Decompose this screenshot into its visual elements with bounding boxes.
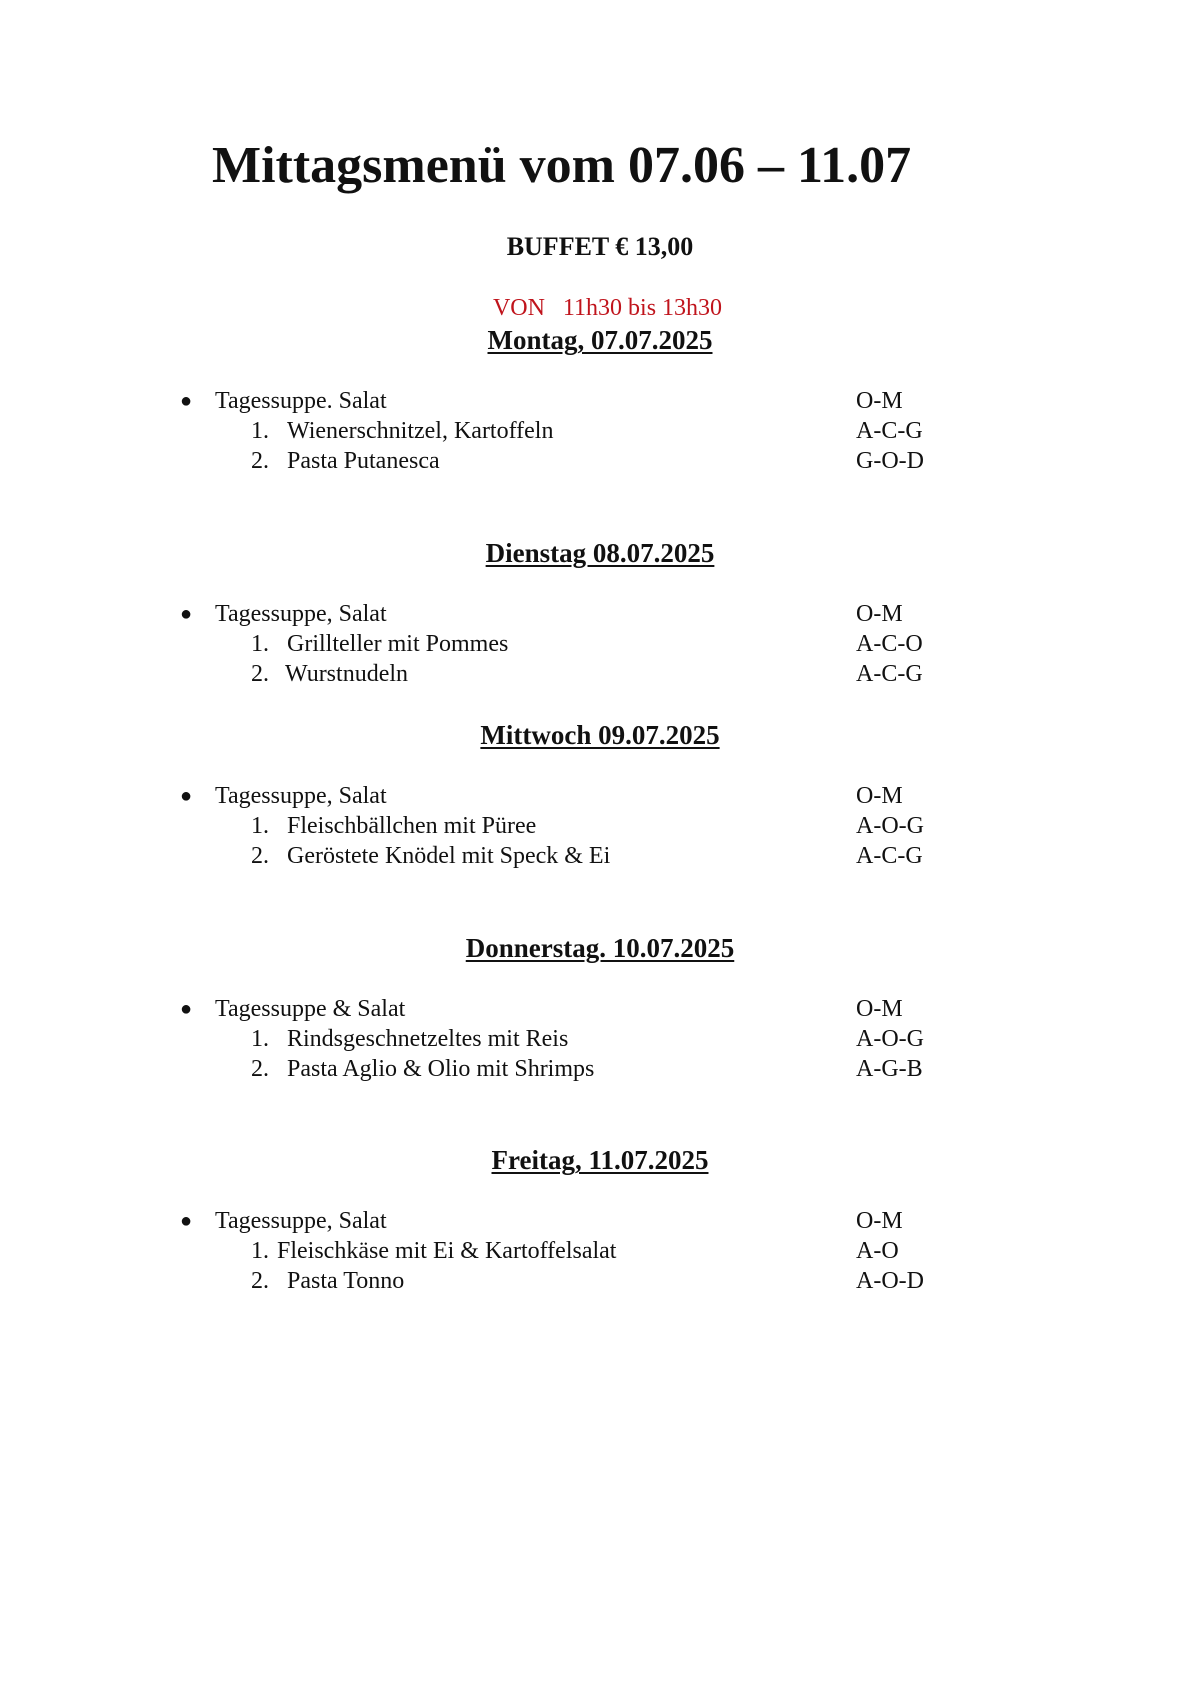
allergen-code: O-M [856, 1208, 903, 1234]
allergen-code: A-O [856, 1238, 899, 1264]
menu-item-label: Geröstete Knödel mit Speck & Ei [287, 843, 611, 869]
day-heading-donnerstag: Donnerstag. 10.07.2025 [465, 933, 735, 963]
allergen-code: A-C-G [856, 843, 923, 869]
menu-row-soup [0, 781, 1190, 811]
menu-item-label: Tagessuppe. Salat [215, 388, 387, 414]
allergen-code: O-M [856, 996, 903, 1022]
menu-item-number: 2. [251, 843, 269, 869]
day-heading-freitag: Freitag, 11.07.2025 [491, 1145, 709, 1175]
buffet-price: BUFFET € 13,00 [506, 232, 694, 261]
menu-row-soup [0, 386, 1190, 416]
menu-item-number: 1. [251, 813, 269, 839]
menu-item-number: 2. [251, 1056, 269, 1082]
bullet-icon: ● [180, 785, 193, 807]
menu-row-dish [0, 629, 1190, 659]
allergen-code: O-M [856, 601, 903, 627]
menu-row-dish [0, 1236, 1190, 1266]
allergen-code: A-O-G [856, 813, 924, 839]
opening-hours: VON 11h30 bis 13h30 [492, 295, 723, 321]
menu-item-label: Tagessuppe, Salat [215, 783, 387, 809]
allergen-code: O-M [856, 388, 903, 414]
menu-item-number: 2. [251, 448, 269, 474]
bullet-icon: ● [180, 998, 193, 1020]
menu-item-label: Fleischbällchen mit Püree [287, 813, 537, 839]
menu-row-dish [0, 1266, 1190, 1296]
allergen-code: A-C-G [856, 661, 923, 687]
bullet-icon: ● [180, 390, 193, 412]
menu-item-label: Wienerschnitzel, Kartoffeln [287, 418, 554, 444]
menu-row-dish [0, 659, 1190, 689]
menu-item-label: Tagessuppe, Salat [215, 1208, 387, 1234]
allergen-code: O-M [856, 783, 903, 809]
bullet-icon: ● [180, 1210, 193, 1232]
menu-item-number: 2. [251, 1268, 269, 1294]
menu-row-dish [0, 811, 1190, 841]
menu-row-dish [0, 841, 1190, 871]
allergen-code: A-O-D [856, 1268, 924, 1294]
menu-item-label: Tagessuppe, Salat [215, 601, 387, 627]
menu-item-label: Tagessuppe & Salat [215, 996, 406, 1022]
menu-item-label: Pasta Tonno [287, 1268, 405, 1294]
menu-row-dish [0, 1024, 1190, 1054]
day-heading-montag: Montag, 07.07.2025 [487, 325, 713, 355]
menu-item-number: 1. [251, 418, 269, 444]
menu-item-label: Pasta Aglio & Olio mit Shrimps [287, 1056, 595, 1082]
page-title: Mittagsmenü vom 07.06 – 11.07 [212, 137, 912, 194]
menu-item-number: 2. [251, 661, 269, 687]
allergen-code: A-O-G [856, 1026, 924, 1052]
bullet-icon: ● [180, 603, 193, 625]
menu-item-number: 1. [251, 1238, 269, 1264]
menu-item-label: Wurstnudeln [285, 661, 409, 687]
menu-row-soup [0, 994, 1190, 1024]
menu-row-dish [0, 446, 1190, 476]
menu-item-number: 1. [251, 1026, 269, 1052]
allergen-code: A-G-B [856, 1056, 923, 1082]
menu-row-soup [0, 1206, 1190, 1236]
menu-item-label: Fleischkäse mit Ei & Kartoffelsalat [277, 1238, 617, 1264]
menu-row-dish [0, 1054, 1190, 1084]
menu-item-number: 1. [251, 631, 269, 657]
day-heading-dienstag: Dienstag 08.07.2025 [485, 538, 715, 568]
menu-item-label: Pasta Putanesca [287, 448, 440, 474]
menu-item-label: Grillteller mit Pommes [287, 631, 509, 657]
menu-row-soup [0, 599, 1190, 629]
allergen-code: A-C-O [856, 631, 923, 657]
menu-row-dish [0, 416, 1190, 446]
day-heading-mittwoch: Mittwoch 09.07.2025 [480, 720, 720, 750]
allergen-code: A-C-G [856, 418, 923, 444]
menu-item-label: Rindsgeschnetzeltes mit Reis [287, 1026, 569, 1052]
allergen-code: G-O-D [856, 448, 924, 474]
